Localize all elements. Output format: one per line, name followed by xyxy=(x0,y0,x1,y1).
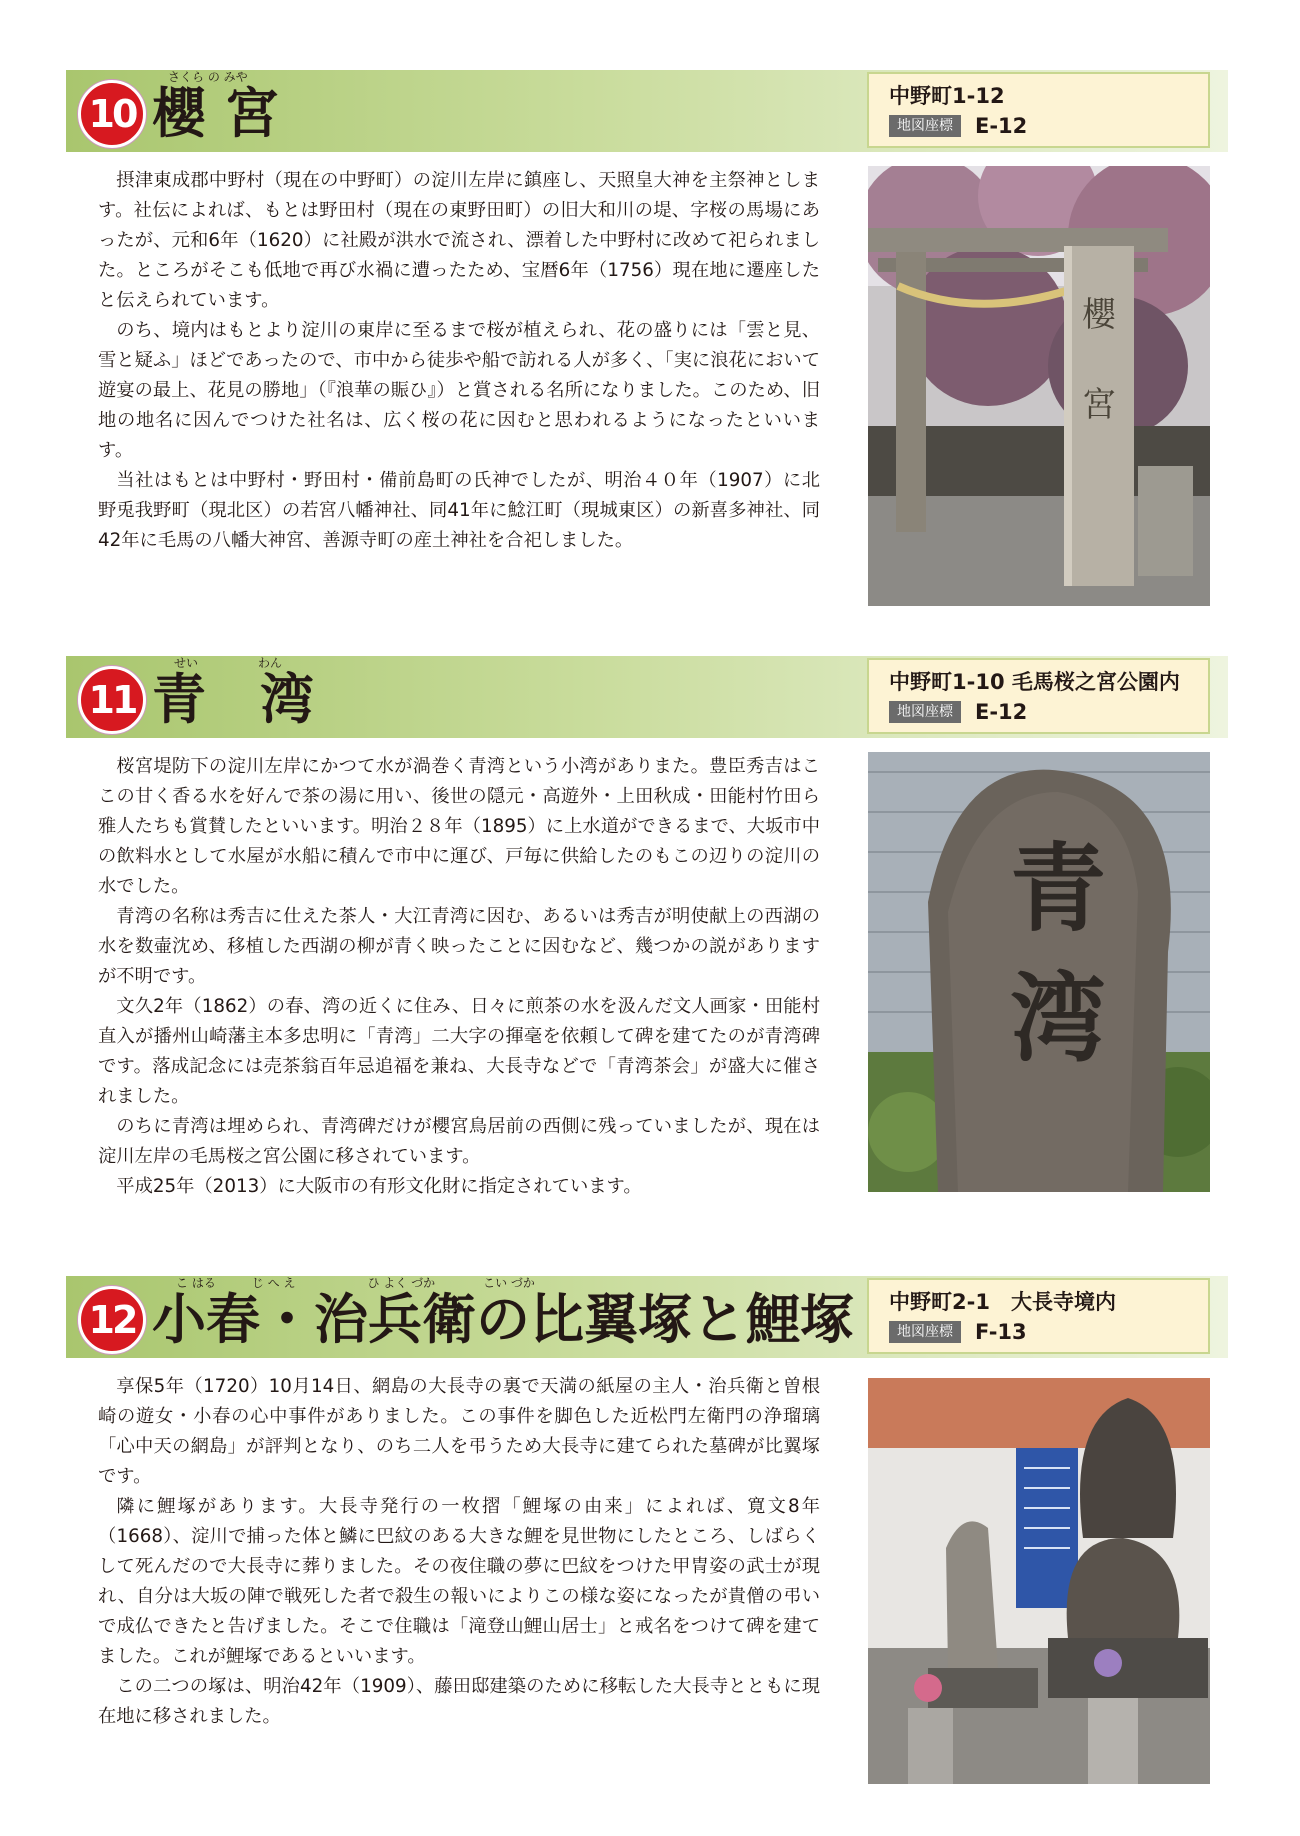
paragraph: この二つの塚は、明治42年（1909）、藤田邸建築のために移転した大長寺とともに現在地に移されました。 xyxy=(98,1676,820,1727)
sakuranomiya-torii-photo xyxy=(868,166,1210,606)
map-coordinate-value: E-12 xyxy=(975,700,1028,724)
location-info-box xyxy=(867,1278,1210,1354)
monument-inscription-1: 青 xyxy=(1010,832,1106,945)
section-title: 小春・治兵衛の比翼塚と鯉塚 xyxy=(152,1288,854,1351)
location-info-box xyxy=(867,658,1210,734)
map-coordinate-row xyxy=(889,700,1208,724)
paragraph: 青湾の名称は秀吉に仕えた茶人・大江青湾に因む、あるいは秀吉が明使献上の西湖の水を数壷沈め、移植した西湖の柳が青く映ったことに因むなど、幾つかの説がありますが不明です。 xyxy=(98,906,820,987)
address-text: 中野町1-12 xyxy=(889,84,1005,108)
torii-inscription-1: 櫻 xyxy=(1082,295,1116,335)
title-ruby: さくら の みや xyxy=(168,70,248,84)
paragraph: 文久2年（1862）の春、湾の近くに住み、日々に煎茶の水を汲んだ文人画家・田能村直入が播州山崎藩主本多忠明に「青湾」二大字の揮毫を依頼して碑を建てたのが青湾碑です。落成記念には売茶翁百年忌追福を兼ね、大長寺などで「青湾茶会」が盛大に催されました。 xyxy=(98,996,820,1107)
map-coordinate-value: E-12 xyxy=(975,114,1028,138)
map-coordinate-label: 地図座標 xyxy=(889,115,961,137)
paragraph: のちに青湾は埋められ、青湾碑だけが櫻宮鳥居前の西側に残っていましたが、現在は淀川左岸の毛馬桜之宮公園に移されています。 xyxy=(98,1116,820,1167)
seiwan-stone-monument-photo xyxy=(868,752,1210,1192)
section-title: 青 湾 xyxy=(152,668,314,731)
map-coordinate-label: 地図座標 xyxy=(889,1321,961,1343)
paragraph: 享保5年（1720）10月14日、網島の大長寺の裏で天満の紙屋の主人・治兵衛と曽根崎の遊女・小春の心中事件がありました。この事件を脚色した近松門左衛門の浄瑠璃「心中天の網島」が評判となり、のち二人を弔うため大長寺に建てられた墓碑が比翼塚です。 xyxy=(98,1376,820,1487)
torii-inscription-2: 宮 xyxy=(1082,385,1116,425)
section-number-badge: 12 xyxy=(78,1286,146,1354)
map-coordinate-label: 地図座標 xyxy=(889,701,961,723)
location-info-box xyxy=(867,72,1210,148)
section-number-badge: 10 xyxy=(78,80,146,148)
address-text: 中野町2-1 大長寺境内 xyxy=(889,1290,1116,1314)
title-ruby: せい わん xyxy=(174,656,283,670)
section-body-text xyxy=(98,752,820,1202)
title-ruby: こ はる じ へ え ひ よく づか こい づか xyxy=(176,1276,535,1290)
section-body-text xyxy=(98,1372,820,1732)
hiyokuzuka-koizuka-photo xyxy=(868,1378,1210,1784)
section-number-badge: 11 xyxy=(78,666,146,734)
section-body-text xyxy=(98,166,820,556)
paragraph: 桜宮堤防下の淀川左岸にかつて水が渦巻く青湾という小湾がありまた。豊臣秀吉はここの甘く香る水を好んで茶の湯に用い、後世の隠元・高遊外・上田秋成・田能村竹田ら雅人たちも賞賛したといいます。明治２８年（1895）に上水道ができるまで、大坂市中の飲料水として水屋が水船に積んで市中に運び、戸毎に供給したのもこの辺りの淀川の水でした。 xyxy=(98,756,820,897)
address-text: 中野町1-10 毛馬桜之宮公園内 xyxy=(889,670,1180,694)
paragraph: 隣に鯉塚があります。大長寺発行の一枚摺「鯉塚の由来」によれば、寛文8年（1668）、淀川で捕った体と鱗に巴紋のある大きな鯉を見世物にしたところ、しばらくして死んだので大長寺に葬りました。その夜住職の夢に巴紋をつけた甲冑姿の武士が現れ、自分は大坂の陣で戦死した者で殺生の報いによりこの様な姿になったが貴僧の弔いで成仏できたと告げました。そこで住職は「滝登山鯉山居士」と戒名をつけて碑を建てました。これが鯉塚であるといいます。 xyxy=(98,1496,820,1667)
paragraph: 当社はもとは中野村・野田村・備前島町の氏神でしたが、明治４０年（1907）に北野兎我野町（現北区）の若宮八幡神社、同41年に鯰江町（現城東区）の新喜多神社、同42年に毛馬の八幡大神宮、善源寺町の産土神社を合祀しました。 xyxy=(98,470,820,551)
map-coordinate-row xyxy=(889,114,1208,138)
monument-inscription-2: 湾 xyxy=(1010,962,1106,1075)
paragraph: 平成25年（2013）に大阪市の有形文化財に指定されています。 xyxy=(116,1176,642,1197)
map-coordinate-value: F-13 xyxy=(975,1320,1027,1344)
paragraph: 摂津東成郡中野村（現在の中野町）の淀川左岸に鎮座し、天照皇大神を主祭神とします。社伝によれば、もとは野田村（現在の東野田町）の旧大和川の堤、字桜の馬場にあったが、元和6年（1620）に社殿が洪水で流され、漂着した中野村に改めて祀られました。ところがそこも低地で再び水禍に遭ったため、宝暦6年（1756）現在地に遷座したと伝えられています。 xyxy=(98,170,820,311)
map-coordinate-row xyxy=(889,1320,1208,1344)
section-title: 櫻 宮 xyxy=(152,82,279,145)
paragraph: のち、境内はもとより淀川の東岸に至るまで桜が植えられ、花の盛りには「雲と見、雪と疑ふ」ほどであったので、市中から徒歩や船で訪れる人が多く、「実に浪花において遊宴の最上、花見の勝地」（『浪華の賑ひ』）と賞される名所になりました。このため、旧地の地名に因んでつけた社名は、広く桜の花に因むと思われるようになったといいます。 xyxy=(98,320,820,461)
